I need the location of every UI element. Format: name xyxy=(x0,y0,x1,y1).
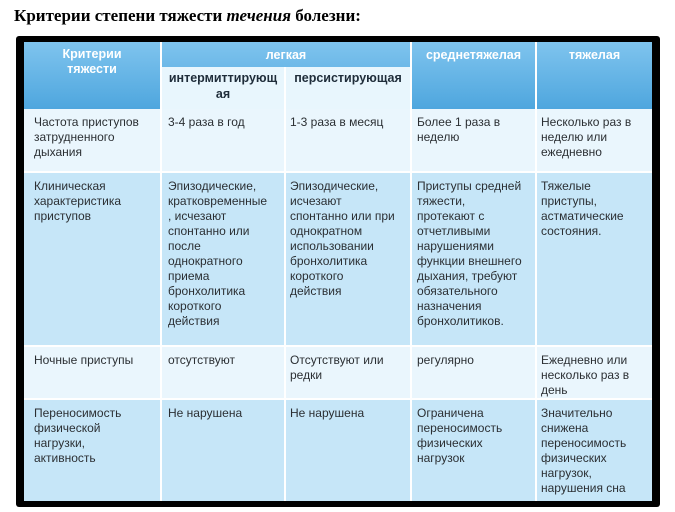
header-severe-label: тяжелая xyxy=(568,48,621,62)
cell-line: Отсутствуют или xyxy=(290,353,384,367)
cell-line: переносимость xyxy=(417,421,503,435)
persistent-cell xyxy=(290,179,395,299)
header-mild-label: легкая xyxy=(265,48,307,62)
cell-line: бронхолитиков. xyxy=(417,314,504,328)
cell-line: однократном xyxy=(290,224,363,238)
cell-line: приступов xyxy=(34,209,92,223)
header-criteria-line: тяжести xyxy=(67,62,117,76)
cell-line: тяжести, xyxy=(417,194,466,208)
subheader-intermittent-line: ая xyxy=(215,87,231,101)
cell-line: исчезают xyxy=(290,194,342,208)
cell-line: физической xyxy=(34,421,101,435)
cell-line: приема xyxy=(168,269,210,283)
cell-line: несколько раз в xyxy=(541,368,630,382)
moderate-cell xyxy=(417,406,502,466)
heading-italic-word: течения xyxy=(226,6,291,25)
cell-line: физических xyxy=(541,451,607,465)
cell-line: дыхания, требуют xyxy=(417,269,518,283)
header-severe xyxy=(537,42,652,109)
cell-line: Значительно xyxy=(541,406,613,420)
column-separator xyxy=(410,42,412,501)
severe-cell xyxy=(541,115,631,160)
cell-line: Приступы средней xyxy=(417,179,522,193)
severity-table xyxy=(24,42,652,501)
intermittent-cell xyxy=(168,115,245,130)
cell-line: Переносимость xyxy=(34,406,122,420)
cell-line: после xyxy=(168,239,201,253)
column-separator xyxy=(535,42,537,501)
persistent-cell xyxy=(290,406,364,421)
criterion-cell xyxy=(34,353,133,368)
cell-line: бронхолитика xyxy=(290,254,368,268)
persistent-cell xyxy=(290,115,383,130)
cell-line: ежедневно xyxy=(541,145,602,159)
header-moderate xyxy=(412,42,535,109)
intermittent-cell xyxy=(168,353,235,368)
header-criteria-line: Критерии xyxy=(62,47,122,61)
cell-line: нарушения сна xyxy=(541,481,626,495)
subheader-persistent-line: персистирующая xyxy=(294,71,402,85)
cell-line: физических xyxy=(417,436,483,450)
cell-line: 3-4 раза в год xyxy=(168,115,245,129)
cell-line: Частота приступов xyxy=(34,115,139,129)
persistent-cell xyxy=(290,353,384,383)
cell-line: Тяжелые xyxy=(541,179,591,193)
criterion-cell xyxy=(34,179,121,224)
cell-line: короткого xyxy=(168,299,222,313)
criterion-cell xyxy=(34,115,139,160)
criterion-cell xyxy=(34,406,121,466)
cell-line: дыхания xyxy=(34,145,82,159)
heading-part: болезни: xyxy=(290,6,361,25)
severe-cell xyxy=(541,353,629,398)
cell-line: астматические xyxy=(541,209,624,223)
moderate-cell xyxy=(417,353,474,368)
cell-line: отсутствуют xyxy=(168,353,235,367)
cell-line: Ночные приступы xyxy=(34,353,134,367)
severe-cell xyxy=(541,406,626,496)
cell-line: однократного xyxy=(168,254,243,268)
cell-line: нагрузок, xyxy=(541,466,592,480)
cell-line: Более 1 раза в xyxy=(417,115,501,129)
cell-line: затрудненного xyxy=(34,130,115,144)
heading-part: Критерии степени тяжести xyxy=(14,6,227,25)
cell-line: Не нарушена xyxy=(168,406,243,420)
cell-line: неделю или xyxy=(541,130,608,144)
cell-line: снижена xyxy=(541,421,589,435)
column-separator xyxy=(160,42,162,501)
page-heading xyxy=(14,6,361,26)
column-separator xyxy=(284,67,286,501)
cell-line: Несколько раз в xyxy=(541,115,632,129)
cell-line: неделю xyxy=(417,130,460,144)
severe-cell xyxy=(541,179,624,239)
cell-line: бронхолитика xyxy=(168,284,246,298)
subheader-intermittent xyxy=(160,67,284,109)
cell-line: нагрузки, xyxy=(34,436,86,450)
cell-line: Не нарушена xyxy=(290,406,365,420)
cell-line: отчетливыми xyxy=(417,224,491,238)
cell-line: использовании xyxy=(290,239,374,253)
cell-line: Ограничена xyxy=(417,406,484,420)
cell-line: нарушениями xyxy=(417,239,494,253)
table-frame xyxy=(16,36,660,507)
cell-line: регулярно xyxy=(417,353,474,367)
cell-line: назначения xyxy=(417,299,482,313)
cell-line: характеристика xyxy=(34,194,122,208)
cell-line: приступы, xyxy=(541,194,597,208)
intermittent-cell xyxy=(168,179,267,329)
cell-line: 1-3 раза в месяц xyxy=(290,115,384,129)
cell-line: протекают с xyxy=(417,209,485,223)
cell-line: функции внешнего xyxy=(417,254,522,268)
header-moderate-label: среднетяжелая xyxy=(425,48,522,62)
cell-line: короткого xyxy=(290,269,344,283)
moderate-cell xyxy=(417,179,522,329)
subheader-persistent xyxy=(284,67,410,109)
cell-line: Клиническая xyxy=(34,179,106,193)
intermittent-cell xyxy=(168,406,242,421)
header-criteria xyxy=(24,42,160,109)
cell-line: день xyxy=(541,383,568,397)
cell-line: , исчезают xyxy=(168,209,227,223)
cell-line: спонтанно или при xyxy=(290,209,395,223)
cell-line: активность xyxy=(34,451,96,465)
subheader-intermittent-line: интермиттирующ xyxy=(168,71,278,85)
cell-line: обязательного xyxy=(417,284,498,298)
cell-line: кратковременные xyxy=(168,194,268,208)
cell-line: Эпизодические, xyxy=(168,179,257,193)
cell-line: Ежедневно или xyxy=(541,353,628,367)
cell-line: действия xyxy=(168,314,220,328)
cell-line: действия xyxy=(290,284,342,298)
cell-line: переносимость xyxy=(541,436,627,450)
cell-line: редки xyxy=(290,368,323,382)
cell-line: Эпизодические, xyxy=(290,179,379,193)
cell-line: состояния. xyxy=(541,224,602,238)
cell-line: нагрузок xyxy=(417,451,465,465)
moderate-cell xyxy=(417,115,500,145)
cell-line: спонтанно или xyxy=(168,224,250,238)
